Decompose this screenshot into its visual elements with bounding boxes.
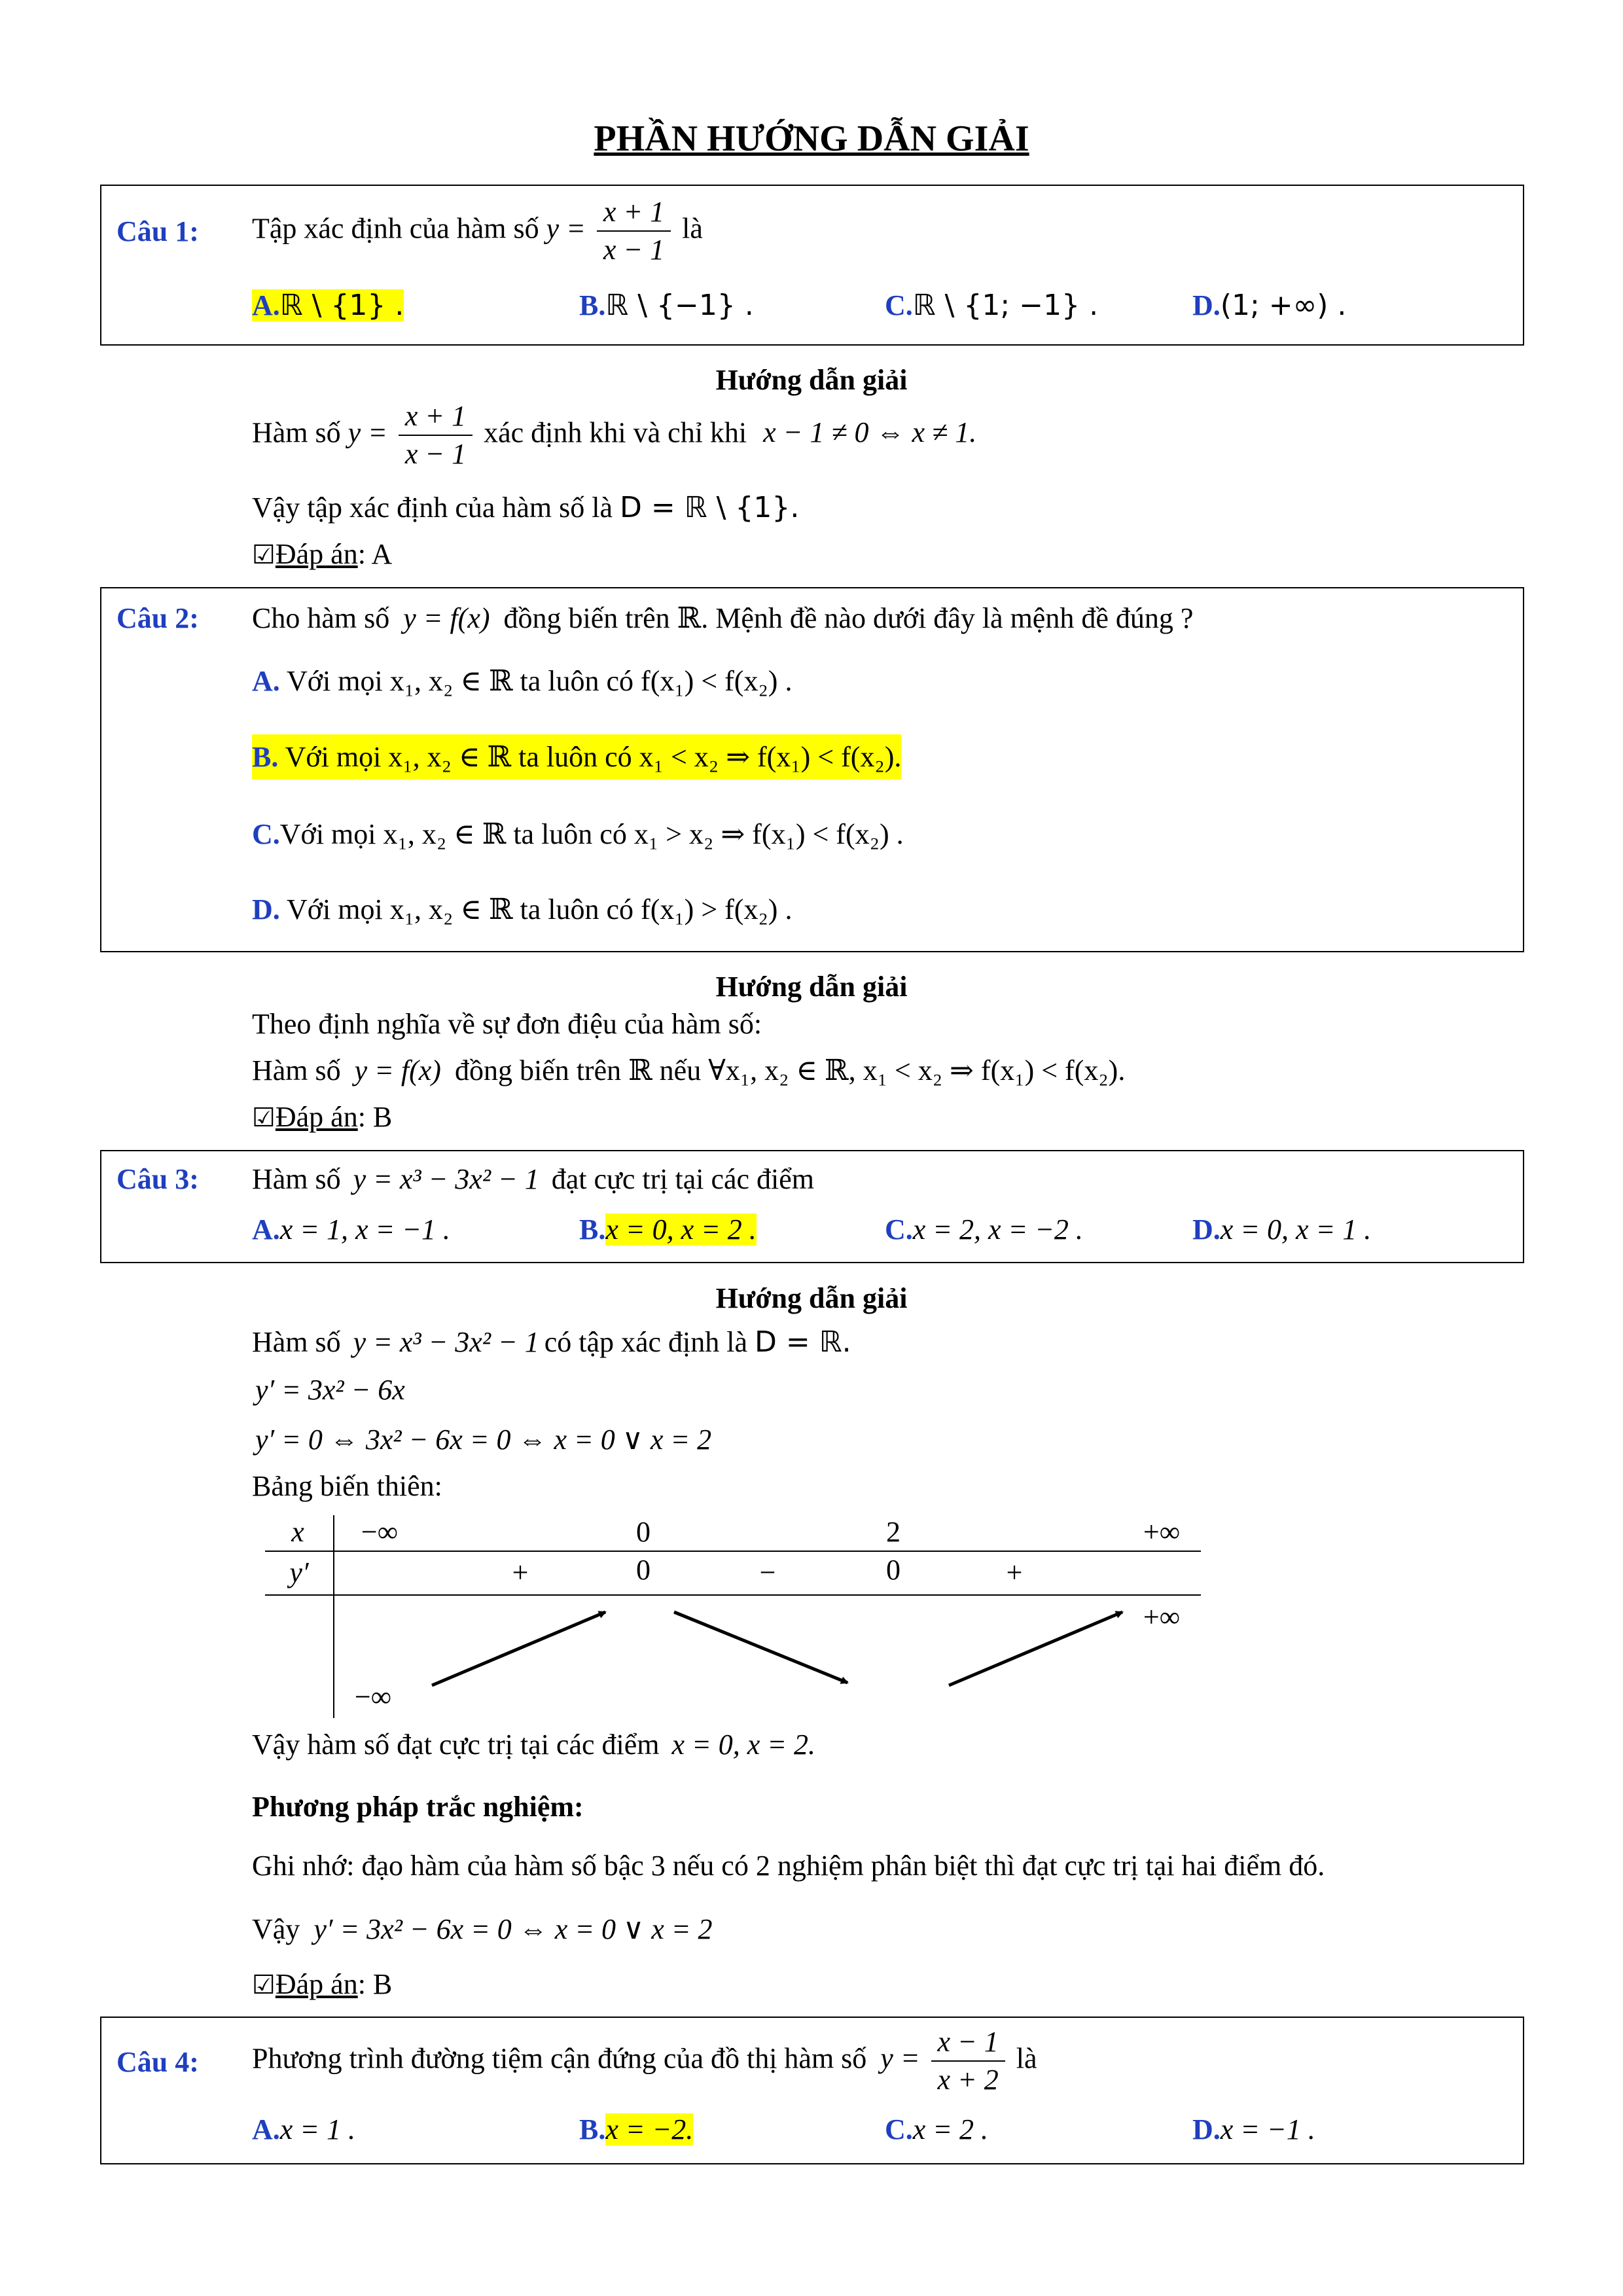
guide-line [252, 401, 976, 471]
option-b [579, 1214, 757, 1246]
answer-line-2 [252, 1102, 392, 1133]
option-b [579, 290, 754, 321]
answer-line-3 [252, 1969, 392, 2000]
option-text: Với mọi x₁, x₂ ∈ ℝ ta luôn có x₁ < x₂ ⇒ f(x₁) < f(x₂). [285, 741, 902, 773]
option-text: x = 1 . [279, 2113, 356, 2145]
guide-math: y = x³ − 3x² − 1 [353, 1326, 539, 1358]
table-sign: − [759, 1556, 776, 1588]
option-text: x = 0, x = 2 . [605, 1213, 757, 1246]
method-conclusion [252, 1914, 712, 1945]
frac-lhs: y = [546, 212, 586, 245]
page-title: PHẦN HƯỚNG DẪN GIẢI [594, 118, 1029, 159]
answer-label: Đáp án [275, 1968, 358, 2000]
guide-heading-2: Hướng dẫn giải [715, 971, 908, 1003]
guide-heading-1: Hướng dẫn giải [715, 364, 908, 396]
guide-math: y = f(x) [354, 1054, 441, 1086]
stem-math: y = f(x) [403, 602, 490, 634]
option-c [885, 2114, 988, 2145]
guide-text: có tập xác định là [544, 1326, 748, 1358]
table-y-high: +∞ [1143, 1601, 1181, 1633]
table-sign: 0 [886, 1554, 901, 1586]
table-sign: + [512, 1556, 529, 1588]
guide-line [252, 1729, 815, 1761]
option-text: Với mọi x₁, x₂ ∈ ℝ ta luôn có f(x₁) < f(x₂) . [287, 665, 793, 697]
guide-text: Hàm số [252, 1054, 341, 1086]
table-x-value: −∞ [361, 1516, 399, 1548]
guide-text: Hàm số [252, 416, 341, 449]
question-label-1: Câu 1: [116, 215, 199, 247]
option-a [252, 1214, 450, 1246]
option-d [1192, 1214, 1371, 1246]
answer-label: Đáp án [275, 538, 358, 570]
guide-line: Theo định nghĩa về sự đơn điệu của hàm số: [252, 1008, 762, 1040]
table-x-value: +∞ [1143, 1516, 1181, 1548]
option-letter: D. [252, 893, 280, 925]
option-letter: D. [1192, 2113, 1221, 2145]
guide-line [252, 1327, 851, 1358]
guide-text: Vậy tập xác định của hàm số là [252, 492, 613, 524]
option-b [579, 2114, 693, 2145]
guide-line: y′ = 0 ⇔ 3x² − 6x = 0 ⇔ x = 0 ∨ x = 2 [255, 1424, 712, 1456]
option-letter: B. [579, 1213, 606, 1246]
option-letter: D. [1192, 289, 1221, 321]
frac-den: x − 1 [603, 234, 665, 266]
question-label-2: Câu 2: [116, 602, 199, 634]
method-note: Ghi nhớ: đạo hàm của hàm số bậc 3 nếu có 2 nghiệm phân biệt thì đạt cực trị tại hai điểm đó. [252, 1850, 1325, 1882]
fraction [399, 401, 473, 471]
guide-text: Hàm số [252, 1326, 341, 1358]
option-letter: A. [252, 289, 280, 321]
guide-heading-3: Hướng dẫn giải [715, 1282, 908, 1314]
frac-den: x − 1 [404, 438, 467, 471]
frac-num: x + 1 [597, 196, 671, 232]
question-stem-4 [252, 2026, 1037, 2096]
option-d [1192, 2114, 1315, 2145]
answer-value: : B [357, 1968, 393, 2000]
table-x-value: 0 [636, 1516, 651, 1548]
guide-text: đồng biến trên ℝ nếu ∀x₁, x₂ ∈ ℝ, x₁ < x₂ ⇒ f(x₁) < f(x₂). [454, 1054, 1126, 1086]
question-stem-2 [252, 603, 1193, 634]
option-a [252, 2114, 355, 2145]
option-letter: A. [252, 2113, 280, 2145]
fraction [931, 2026, 1005, 2096]
guide-text: Vậy [252, 1913, 300, 1945]
checkbox-checked-icon: ☑ [252, 1103, 276, 1133]
stem-text: Hàm số [252, 1163, 341, 1195]
option-c [885, 1214, 1083, 1246]
stem-text: Phương trình đường tiệm cận đứng của đồ thị hàm số [252, 2042, 867, 2075]
option-c [252, 819, 904, 850]
stem-text-after: đồng biến trên ℝ. Mệnh đề nào dưới đây là mệnh đề đúng ? [503, 602, 1194, 634]
table-y-low: −∞ [354, 1681, 392, 1713]
answer-value: : A [357, 538, 393, 570]
guide-math: x = 0, x = 2. [671, 1729, 815, 1761]
option-text: x = −2. [605, 2113, 694, 2145]
guide-math: D = ℝ \ {1}. [620, 491, 800, 524]
option-text: x = 2 . [912, 2113, 989, 2145]
stem-text: Cho hàm số [252, 602, 390, 634]
option-text: x = 0, x = 1 . [1220, 1213, 1372, 1246]
option-letter: C. [885, 2113, 913, 2145]
decreasing-arrow [674, 1612, 847, 1683]
question-label-4: Câu 4: [116, 2046, 199, 2078]
question-stem-3 [252, 1164, 814, 1195]
table-yprime-label: y′ [289, 1556, 309, 1588]
fraction [597, 196, 671, 266]
frac-lhs: y = [348, 416, 387, 449]
variation-table [259, 1502, 1207, 1718]
option-text: Với mọi x₁, x₂ ∈ ℝ ta luôn có f(x₁) > f(x₂) . [287, 893, 793, 925]
frac-lhs: y = [880, 2042, 920, 2075]
option-b [252, 742, 901, 773]
option-letter: B. [579, 289, 606, 321]
option-a [252, 290, 404, 321]
stem-text-after: đạt cực trị tại các điểm [551, 1163, 815, 1195]
option-a [252, 666, 792, 697]
table-x-label: x [291, 1516, 304, 1548]
guide-math: x − 1 ≠ 0 ⇔ x ≠ 1. [763, 416, 977, 449]
option-d [252, 894, 792, 925]
answer-line-1 [252, 539, 392, 570]
option-text: (1; +∞) . [1220, 289, 1347, 322]
question-label-3: Câu 3: [116, 1163, 199, 1195]
option-c [885, 290, 1098, 321]
option-letter: B. [252, 741, 279, 773]
checkbox-checked-icon: ☑ [252, 540, 276, 570]
guide-line [252, 1055, 1125, 1086]
stem-text-after: là [682, 212, 703, 245]
frac-num: x + 1 [399, 401, 473, 436]
option-letter: C. [885, 289, 913, 321]
guide-line [252, 492, 799, 524]
table-x-value: 2 [886, 1516, 901, 1548]
option-letter: A. [252, 665, 280, 697]
stem-text-after: là [1016, 2042, 1037, 2075]
answer-value: : B [357, 1101, 393, 1133]
guide-line: y′ = 3x² − 6x [255, 1374, 405, 1406]
method-title: Phương pháp trắc nghiệm: [252, 1791, 584, 1823]
guide-math: D = ℝ. [755, 1325, 851, 1359]
option-text: x = 2, x = −2 . [912, 1213, 1083, 1246]
guide-text: Vậy hàm số đạt cực trị tại các điểm [252, 1729, 660, 1761]
option-letter: C. [252, 818, 280, 850]
option-letter: C. [885, 1213, 913, 1246]
question-stem-1 [252, 196, 703, 266]
checkbox-checked-icon: ☑ [252, 1970, 276, 2000]
option-text: ℝ \ {−1} . [605, 289, 754, 322]
frac-den: x + 2 [937, 2064, 999, 2096]
answer-label: Đáp án [275, 1101, 358, 1133]
option-letter: D. [1192, 1213, 1221, 1246]
stem-math: y = x³ − 3x² − 1 [353, 1163, 539, 1195]
increasing-arrow [432, 1612, 605, 1685]
guide-math: y′ = 3x² − 6x = 0 ⇔ x = 0 ∨ x = 2 [313, 1913, 713, 1945]
table-sign: 0 [636, 1554, 651, 1586]
option-text: ℝ \ {1} . [279, 289, 404, 322]
option-d [1192, 290, 1346, 321]
option-text: x = 1, x = −1 . [279, 1213, 450, 1246]
guide-line: Bảng biến thiên: [252, 1470, 442, 1502]
stem-text: Tập xác định của hàm số [252, 212, 539, 245]
increasing-arrow [949, 1612, 1122, 1685]
guide-text: xác định khi và chỉ khi [484, 416, 747, 449]
option-text: Với mọi x₁, x₂ ∈ ℝ ta luôn có x₁ > x₂ ⇒ f(x₁) < f(x₂) . [279, 818, 904, 850]
frac-num: x − 1 [931, 2026, 1005, 2062]
option-letter: A. [252, 1213, 280, 1246]
option-letter: B. [579, 2113, 606, 2145]
option-text: x = −1 . [1220, 2113, 1315, 2145]
table-sign: + [1006, 1556, 1023, 1588]
option-text: ℝ \ {1; −1} . [912, 289, 1099, 322]
